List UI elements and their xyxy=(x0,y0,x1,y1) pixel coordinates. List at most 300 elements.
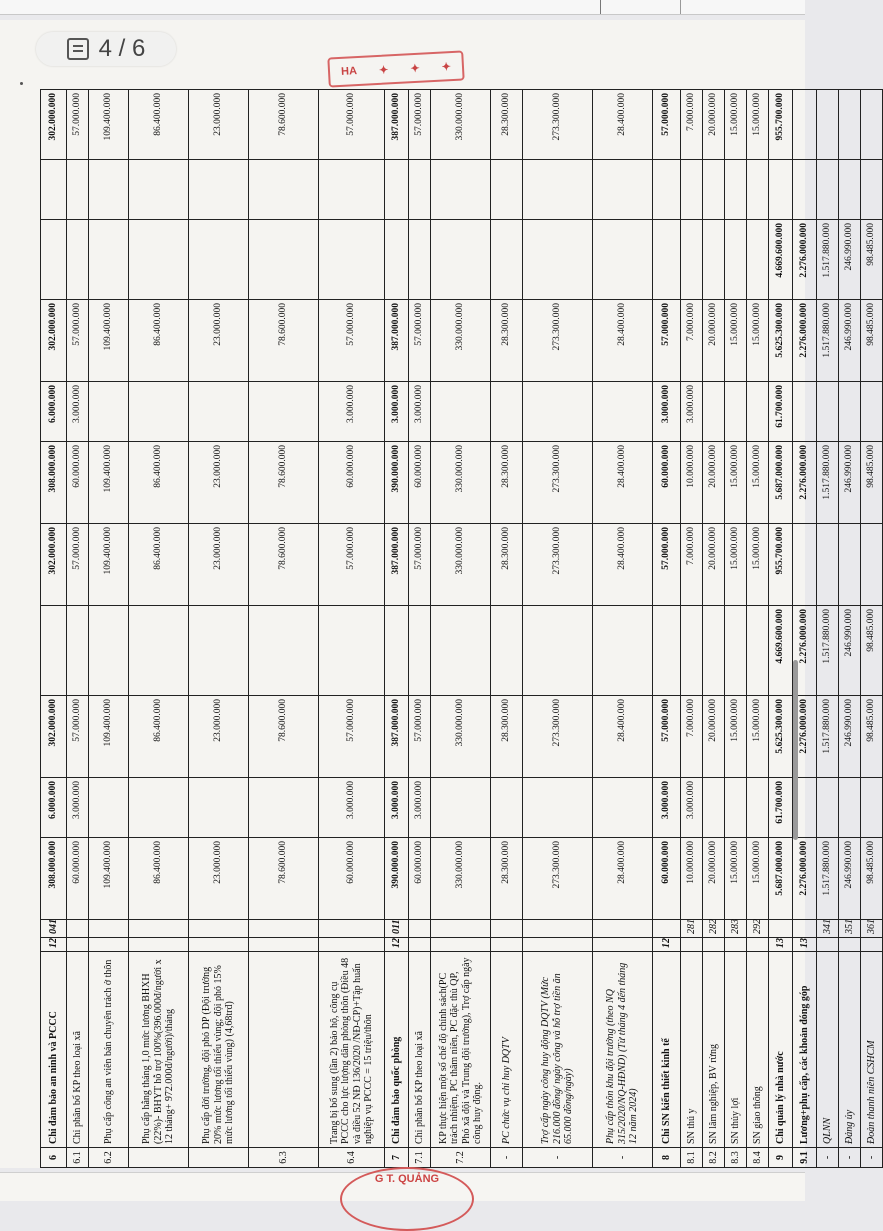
amount-cell xyxy=(593,382,653,442)
amount-cell: 4.669.600.000 xyxy=(769,606,793,696)
amount-cell: 3.000.000 xyxy=(409,778,431,838)
amount-cell xyxy=(409,220,431,300)
amount-cell xyxy=(491,606,523,696)
amount-cell: 273.300.000 xyxy=(523,300,593,382)
row-number: - xyxy=(839,1148,861,1168)
amount-cell xyxy=(319,606,385,696)
amount-cell xyxy=(817,160,839,220)
amount-cell xyxy=(839,382,861,442)
amount-cell xyxy=(523,778,593,838)
table-row xyxy=(319,90,385,1168)
amount-cell: 15.000.000 xyxy=(725,696,747,778)
amount-cell xyxy=(385,220,409,300)
row-number xyxy=(189,1148,249,1168)
amount-cell: 86.400.000 xyxy=(129,90,189,160)
amount-cell: 86.400.000 xyxy=(129,442,189,524)
table-row xyxy=(747,90,769,1168)
code-cell: 292 xyxy=(747,920,769,938)
amount-cell: 7.000.000 xyxy=(681,524,703,606)
amount-cell: 246.990.000 xyxy=(839,220,861,300)
amount-cell: 60.000.000 xyxy=(409,838,431,920)
row-label: Đảng ủy xyxy=(839,952,861,1148)
amount-cell: 15.000.000 xyxy=(747,300,769,382)
amount-cell xyxy=(189,160,249,220)
amount-cell xyxy=(189,778,249,838)
amount-cell: 57.000.000 xyxy=(409,90,431,160)
table-row xyxy=(41,90,67,1168)
table-row xyxy=(409,90,431,1168)
amount-cell: 57.000.000 xyxy=(319,696,385,778)
amount-cell: 6.000.000 xyxy=(41,778,67,838)
amount-cell: 3.000.000 xyxy=(319,778,385,838)
amount-cell: 330.000.000 xyxy=(431,442,491,524)
amount-cell: 78.600.000 xyxy=(249,524,319,606)
row-label: Trợ cấp ngày công huy động DQTV (Mức 216.000 đồng/ ngày công và hỗ trợ tiền ăn 65.000 đồng/ngày) xyxy=(523,952,593,1148)
amount-cell xyxy=(725,160,747,220)
page-thumbnail-icon xyxy=(67,38,89,60)
table-row xyxy=(839,90,861,1168)
amount-cell: 28.300.000 xyxy=(491,696,523,778)
row-label: SN thú y xyxy=(681,952,703,1148)
code-cell xyxy=(431,938,491,952)
table-row xyxy=(703,90,725,1168)
row-label: Chi phân bổ KP theo loại xã xyxy=(409,952,431,1148)
row-number: - xyxy=(861,1148,883,1168)
amount-cell xyxy=(129,220,189,300)
amount-cell xyxy=(67,606,89,696)
amount-cell: 302.000.000 xyxy=(41,90,67,160)
code-cell xyxy=(817,938,839,952)
amount-cell xyxy=(249,382,319,442)
amount-cell: 390.000.000 xyxy=(385,442,409,524)
amount-cell: 5.687.000.000 xyxy=(769,442,793,524)
code-cell xyxy=(409,920,431,938)
amount-cell: 1.517.880.000 xyxy=(817,838,839,920)
code-cell xyxy=(593,920,653,938)
table-row xyxy=(189,90,249,1168)
amount-cell: 246.990.000 xyxy=(839,696,861,778)
amount-cell: 20.000.000 xyxy=(703,90,725,160)
amount-cell xyxy=(793,90,817,160)
row-number: 6.2 xyxy=(89,1148,129,1168)
amount-cell: 5.687.000.000 xyxy=(769,838,793,920)
amount-cell: 387.000.000 xyxy=(385,90,409,160)
amount-cell xyxy=(189,382,249,442)
amount-cell xyxy=(41,160,67,220)
amount-cell: 1.517.880.000 xyxy=(817,220,839,300)
scrollbar-thumb[interactable] xyxy=(793,660,798,840)
amount-cell: 57.000.000 xyxy=(653,696,681,778)
amount-cell: 57.000.000 xyxy=(653,524,681,606)
amount-cell xyxy=(189,220,249,300)
amount-cell: 6.000.000 xyxy=(41,382,67,442)
amount-cell xyxy=(523,160,593,220)
amount-cell: 15.000.000 xyxy=(725,442,747,524)
code-cell xyxy=(189,920,249,938)
amount-cell xyxy=(129,606,189,696)
amount-cell xyxy=(431,382,491,442)
row-label: Phụ cấp hằng tháng 1,0 mức lương BHXH (22%)- BHYT hỗ trợ 100%(396.000đ/người x 12 tháng+ 972.000đ/người)/tháng xyxy=(129,952,189,1148)
amount-cell xyxy=(593,778,653,838)
amount-cell: 2.276.000.000 xyxy=(793,696,817,778)
amount-cell xyxy=(703,606,725,696)
code-cell xyxy=(793,920,817,938)
amount-cell: 57.000.000 xyxy=(409,524,431,606)
amount-cell: 60.000.000 xyxy=(67,442,89,524)
amount-cell: 10.000.000 xyxy=(681,442,703,524)
table-row xyxy=(385,90,409,1168)
amount-cell: 109.400.000 xyxy=(89,524,129,606)
amount-cell: 28.400.000 xyxy=(593,524,653,606)
amount-cell xyxy=(703,382,725,442)
row-number: 8.4 xyxy=(747,1148,769,1168)
amount-cell xyxy=(703,220,725,300)
code-cell: 041 xyxy=(41,920,67,938)
amount-cell: 57.000.000 xyxy=(67,524,89,606)
table-row xyxy=(817,90,839,1168)
amount-cell: 57.000.000 xyxy=(653,300,681,382)
amount-cell: 78.600.000 xyxy=(249,838,319,920)
row-number: - xyxy=(593,1148,653,1168)
amount-cell xyxy=(385,160,409,220)
amount-cell: 20.000.000 xyxy=(703,300,725,382)
amount-cell: 330.000.000 xyxy=(431,300,491,382)
code-cell: 283 xyxy=(725,920,747,938)
amount-cell: 60.000.000 xyxy=(319,838,385,920)
row-label: SN thủy lợi xyxy=(725,952,747,1148)
amount-cell xyxy=(89,382,129,442)
code-cell xyxy=(249,938,319,952)
amount-cell xyxy=(523,606,593,696)
table-row xyxy=(793,90,817,1168)
amount-cell: 15.000.000 xyxy=(747,696,769,778)
amount-cell: 246.990.000 xyxy=(839,838,861,920)
row-number: 8 xyxy=(653,1148,681,1168)
row-label: SN giao thông xyxy=(747,952,769,1148)
amount-cell xyxy=(189,606,249,696)
amount-cell: 15.000.000 xyxy=(725,838,747,920)
row-label: SN lâm nghiệp, BV rừng xyxy=(703,952,725,1148)
page-counter: 4 / 6 xyxy=(98,35,146,62)
amount-cell xyxy=(817,382,839,442)
code-cell xyxy=(593,938,653,952)
table-row xyxy=(89,90,129,1168)
table-row xyxy=(523,90,593,1168)
amount-cell: 955.700.000 xyxy=(769,90,793,160)
amount-cell xyxy=(839,160,861,220)
row-label: Trang bị bổ sung (lần 2) bảo hộ, công cụ PCCC cho lực lượng dân phòng thôn (Điều 48 và điều 52 NĐ 136/2020 /NĐ-CP)+Tập huấn nghiệp vụ PCCC = 15 triệu/thôn xyxy=(319,952,385,1148)
row-number: 8.1 xyxy=(681,1148,703,1168)
amount-cell xyxy=(839,90,861,160)
page-dot xyxy=(20,82,23,85)
row-number xyxy=(129,1148,189,1168)
amount-cell: 302.000.000 xyxy=(41,696,67,778)
amount-cell: 5.625.300.000 xyxy=(769,300,793,382)
row-label: QLNN xyxy=(817,952,839,1148)
amount-cell: 4.669.600.000 xyxy=(769,220,793,300)
code-cell xyxy=(523,920,593,938)
amount-cell: 78.600.000 xyxy=(249,442,319,524)
amount-cell: 15.000.000 xyxy=(747,838,769,920)
amount-cell: 2.276.000.000 xyxy=(793,300,817,382)
amount-cell: 23.000.000 xyxy=(189,300,249,382)
amount-cell: 57.000.000 xyxy=(319,524,385,606)
code-cell xyxy=(189,938,249,952)
amount-cell xyxy=(681,160,703,220)
amount-cell: 86.400.000 xyxy=(129,300,189,382)
amount-cell xyxy=(431,778,491,838)
amount-cell xyxy=(41,220,67,300)
amount-cell: 3.000.000 xyxy=(653,382,681,442)
table-row xyxy=(249,90,319,1168)
amount-cell: 60.000.000 xyxy=(653,442,681,524)
amount-cell: 2.276.000.000 xyxy=(793,220,817,300)
row-label: Đoàn thanh niên CSHCM xyxy=(861,952,883,1148)
amount-cell xyxy=(41,606,67,696)
table-line xyxy=(680,0,681,14)
amount-cell: 28.400.000 xyxy=(593,442,653,524)
row-label: Chi đảm bảo an ninh và PCCC xyxy=(41,952,67,1148)
amount-cell: 28.400.000 xyxy=(593,300,653,382)
rotated-table-container xyxy=(40,90,877,1168)
amount-cell: 78.600.000 xyxy=(249,90,319,160)
amount-cell: 246.990.000 xyxy=(839,300,861,382)
row-number: 6.1 xyxy=(67,1148,89,1168)
amount-cell: 78.600.000 xyxy=(249,300,319,382)
amount-cell: 3.000.000 xyxy=(409,382,431,442)
row-number: - xyxy=(817,1148,839,1168)
amount-cell: 98.485.000 xyxy=(861,696,883,778)
row-number: 9.1 xyxy=(793,1148,817,1168)
amount-cell: 3.000.000 xyxy=(67,778,89,838)
amount-cell xyxy=(431,160,491,220)
amount-cell xyxy=(89,778,129,838)
code-cell: 351 xyxy=(839,920,861,938)
amount-cell: 57.000.000 xyxy=(319,90,385,160)
amount-cell: 308.000.000 xyxy=(41,442,67,524)
amount-cell: 273.300.000 xyxy=(523,524,593,606)
amount-cell xyxy=(249,160,319,220)
amount-cell xyxy=(839,778,861,838)
amount-cell: 109.400.000 xyxy=(89,696,129,778)
code-cell xyxy=(89,938,129,952)
page-indicator[interactable] xyxy=(36,32,176,66)
amount-cell xyxy=(817,778,839,838)
amount-cell xyxy=(817,524,839,606)
row-number: 7 xyxy=(385,1148,409,1168)
amount-cell: 28.300.000 xyxy=(491,300,523,382)
row-label: Lương+phụ cấp, các khoản đóng góp xyxy=(793,952,817,1148)
amount-cell xyxy=(491,778,523,838)
amount-cell xyxy=(653,160,681,220)
amount-cell: 28.400.000 xyxy=(593,696,653,778)
amount-cell: 86.400.000 xyxy=(129,838,189,920)
amount-cell xyxy=(89,160,129,220)
amount-cell: 273.300.000 xyxy=(523,90,593,160)
amount-cell xyxy=(681,220,703,300)
amount-cell xyxy=(861,382,883,442)
amount-cell: 57.000.000 xyxy=(319,300,385,382)
amount-cell: 10.000.000 xyxy=(681,838,703,920)
amount-cell xyxy=(653,220,681,300)
amount-cell: 3.000.000 xyxy=(653,778,681,838)
amount-cell: 23.000.000 xyxy=(189,696,249,778)
amount-cell xyxy=(769,160,793,220)
amount-cell: 3.000.000 xyxy=(681,382,703,442)
amount-cell: 3.000.000 xyxy=(681,778,703,838)
code-cell xyxy=(703,938,725,952)
code-cell xyxy=(491,938,523,952)
amount-cell xyxy=(67,160,89,220)
amount-cell: 98.485.000 xyxy=(861,300,883,382)
stamp-text: HA xyxy=(340,65,358,78)
amount-cell: 330.000.000 xyxy=(431,838,491,920)
amount-cell: 3.000.000 xyxy=(67,382,89,442)
amount-cell: 302.000.000 xyxy=(41,524,67,606)
row-label: Chi phân bổ KP theo loại xã xyxy=(67,952,89,1148)
amount-cell xyxy=(491,382,523,442)
amount-cell xyxy=(491,220,523,300)
amount-cell: 330.000.000 xyxy=(431,524,491,606)
row-number: - xyxy=(491,1148,523,1168)
code-cell: 13 xyxy=(793,938,817,952)
code-cell: 12 xyxy=(385,938,409,952)
amount-cell: 273.300.000 xyxy=(523,838,593,920)
amount-cell: 109.400.000 xyxy=(89,90,129,160)
row-label: KP thực hiện một số chế độ chính sách(PC trách nhiệm, PC thâm niên, PC đặc thù QP, Phó xã đội và Trung đội trưởng), Trợ cấp ngày công huy động. xyxy=(431,952,491,1148)
amount-cell: 57.000.000 xyxy=(409,300,431,382)
amount-cell xyxy=(747,606,769,696)
amount-cell: 390.000.000 xyxy=(385,838,409,920)
amount-cell: 57.000.000 xyxy=(653,90,681,160)
amount-cell: 246.990.000 xyxy=(839,606,861,696)
code-cell xyxy=(129,938,189,952)
row-number: 6 xyxy=(41,1148,67,1168)
row-number: 7.1 xyxy=(409,1148,431,1168)
amount-cell: 330.000.000 xyxy=(431,90,491,160)
amount-cell: 387.000.000 xyxy=(385,300,409,382)
amount-cell xyxy=(523,220,593,300)
row-number: 6.4 xyxy=(319,1148,385,1168)
amount-cell: 3.000.000 xyxy=(319,382,385,442)
amount-cell xyxy=(793,160,817,220)
amount-cell xyxy=(431,220,491,300)
code-cell: 12 xyxy=(653,938,681,952)
amount-cell xyxy=(747,160,769,220)
amount-cell: 273.300.000 xyxy=(523,442,593,524)
amount-cell xyxy=(747,778,769,838)
amount-cell: 109.400.000 xyxy=(89,838,129,920)
code-cell: 011 xyxy=(385,920,409,938)
code-cell xyxy=(861,938,883,952)
row-number: - xyxy=(523,1148,593,1168)
amount-cell: 302.000.000 xyxy=(41,300,67,382)
amount-cell xyxy=(431,606,491,696)
code-cell xyxy=(769,920,793,938)
table-line xyxy=(600,0,601,14)
row-number: 8.2 xyxy=(703,1148,725,1168)
amount-cell xyxy=(129,160,189,220)
code-cell xyxy=(491,920,523,938)
table-row xyxy=(431,90,491,1168)
amount-cell: 15.000.000 xyxy=(725,300,747,382)
amount-cell: 1.517.880.000 xyxy=(817,606,839,696)
amount-cell: 330.000.000 xyxy=(431,696,491,778)
amount-cell xyxy=(409,160,431,220)
amount-cell xyxy=(593,606,653,696)
amount-cell: 57.000.000 xyxy=(409,696,431,778)
amount-cell xyxy=(385,606,409,696)
amount-cell xyxy=(861,524,883,606)
amount-cell: 78.600.000 xyxy=(249,696,319,778)
amount-cell: 246.990.000 xyxy=(839,442,861,524)
row-label: Phụ cấp thôn khu đội trưởng (theo NQ 315/2020/NQ-HĐND) (Từ tháng 4 đến tháng 12 năm 2024) xyxy=(593,952,653,1148)
amount-cell: 98.485.000 xyxy=(861,606,883,696)
code-cell xyxy=(523,938,593,952)
code-cell: 361 xyxy=(861,920,883,938)
document-page xyxy=(0,20,877,1168)
amount-cell: 1.517.880.000 xyxy=(817,696,839,778)
amount-cell: 28.400.000 xyxy=(593,90,653,160)
amount-cell xyxy=(319,220,385,300)
amount-cell xyxy=(861,160,883,220)
table-row xyxy=(769,90,793,1168)
amount-cell: 15.000.000 xyxy=(747,90,769,160)
amount-cell: 28.300.000 xyxy=(491,838,523,920)
amount-cell: 61.700.000 xyxy=(769,382,793,442)
amount-cell: 7.000.000 xyxy=(681,90,703,160)
amount-cell: 60.000.000 xyxy=(409,442,431,524)
amount-cell: 60.000.000 xyxy=(319,442,385,524)
amount-cell xyxy=(725,778,747,838)
amount-cell: 60.000.000 xyxy=(67,838,89,920)
amount-cell xyxy=(725,382,747,442)
row-label: Chi đảm bảo quốc phòng xyxy=(385,952,409,1148)
amount-cell: 7.000.000 xyxy=(681,300,703,382)
amount-cell: 1.517.880.000 xyxy=(817,442,839,524)
table-row xyxy=(861,90,883,1168)
code-cell: 12 xyxy=(41,938,67,952)
amount-cell xyxy=(89,606,129,696)
amount-cell: 387.000.000 xyxy=(385,524,409,606)
amount-cell xyxy=(249,778,319,838)
amount-cell xyxy=(817,90,839,160)
code-cell xyxy=(747,938,769,952)
table-row xyxy=(129,90,189,1168)
amount-cell xyxy=(839,524,861,606)
amount-cell xyxy=(89,220,129,300)
amount-cell: 7.000.000 xyxy=(681,696,703,778)
table-row xyxy=(653,90,681,1168)
code-cell xyxy=(319,938,385,952)
amount-cell xyxy=(703,160,725,220)
amount-cell: 86.400.000 xyxy=(129,524,189,606)
row-label: Phụ cấp đời trường, đội phó DP (Đội trưởng 20% mức lương tối thiểu vùng; đội phó 15% mức lương tối thiểu vùng) (4,68trđ) xyxy=(189,952,249,1148)
amount-cell: 23.000.000 xyxy=(189,90,249,160)
code-cell xyxy=(67,920,89,938)
code-cell xyxy=(431,920,491,938)
amount-cell: 20.000.000 xyxy=(703,838,725,920)
table-row xyxy=(491,90,523,1168)
code-cell xyxy=(319,920,385,938)
amount-cell: 23.000.000 xyxy=(189,442,249,524)
code-cell: 341 xyxy=(817,920,839,938)
amount-cell xyxy=(593,220,653,300)
amount-cell: 2.276.000.000 xyxy=(793,838,817,920)
amount-cell: 109.400.000 xyxy=(89,300,129,382)
amount-cell xyxy=(725,606,747,696)
amount-cell xyxy=(491,160,523,220)
